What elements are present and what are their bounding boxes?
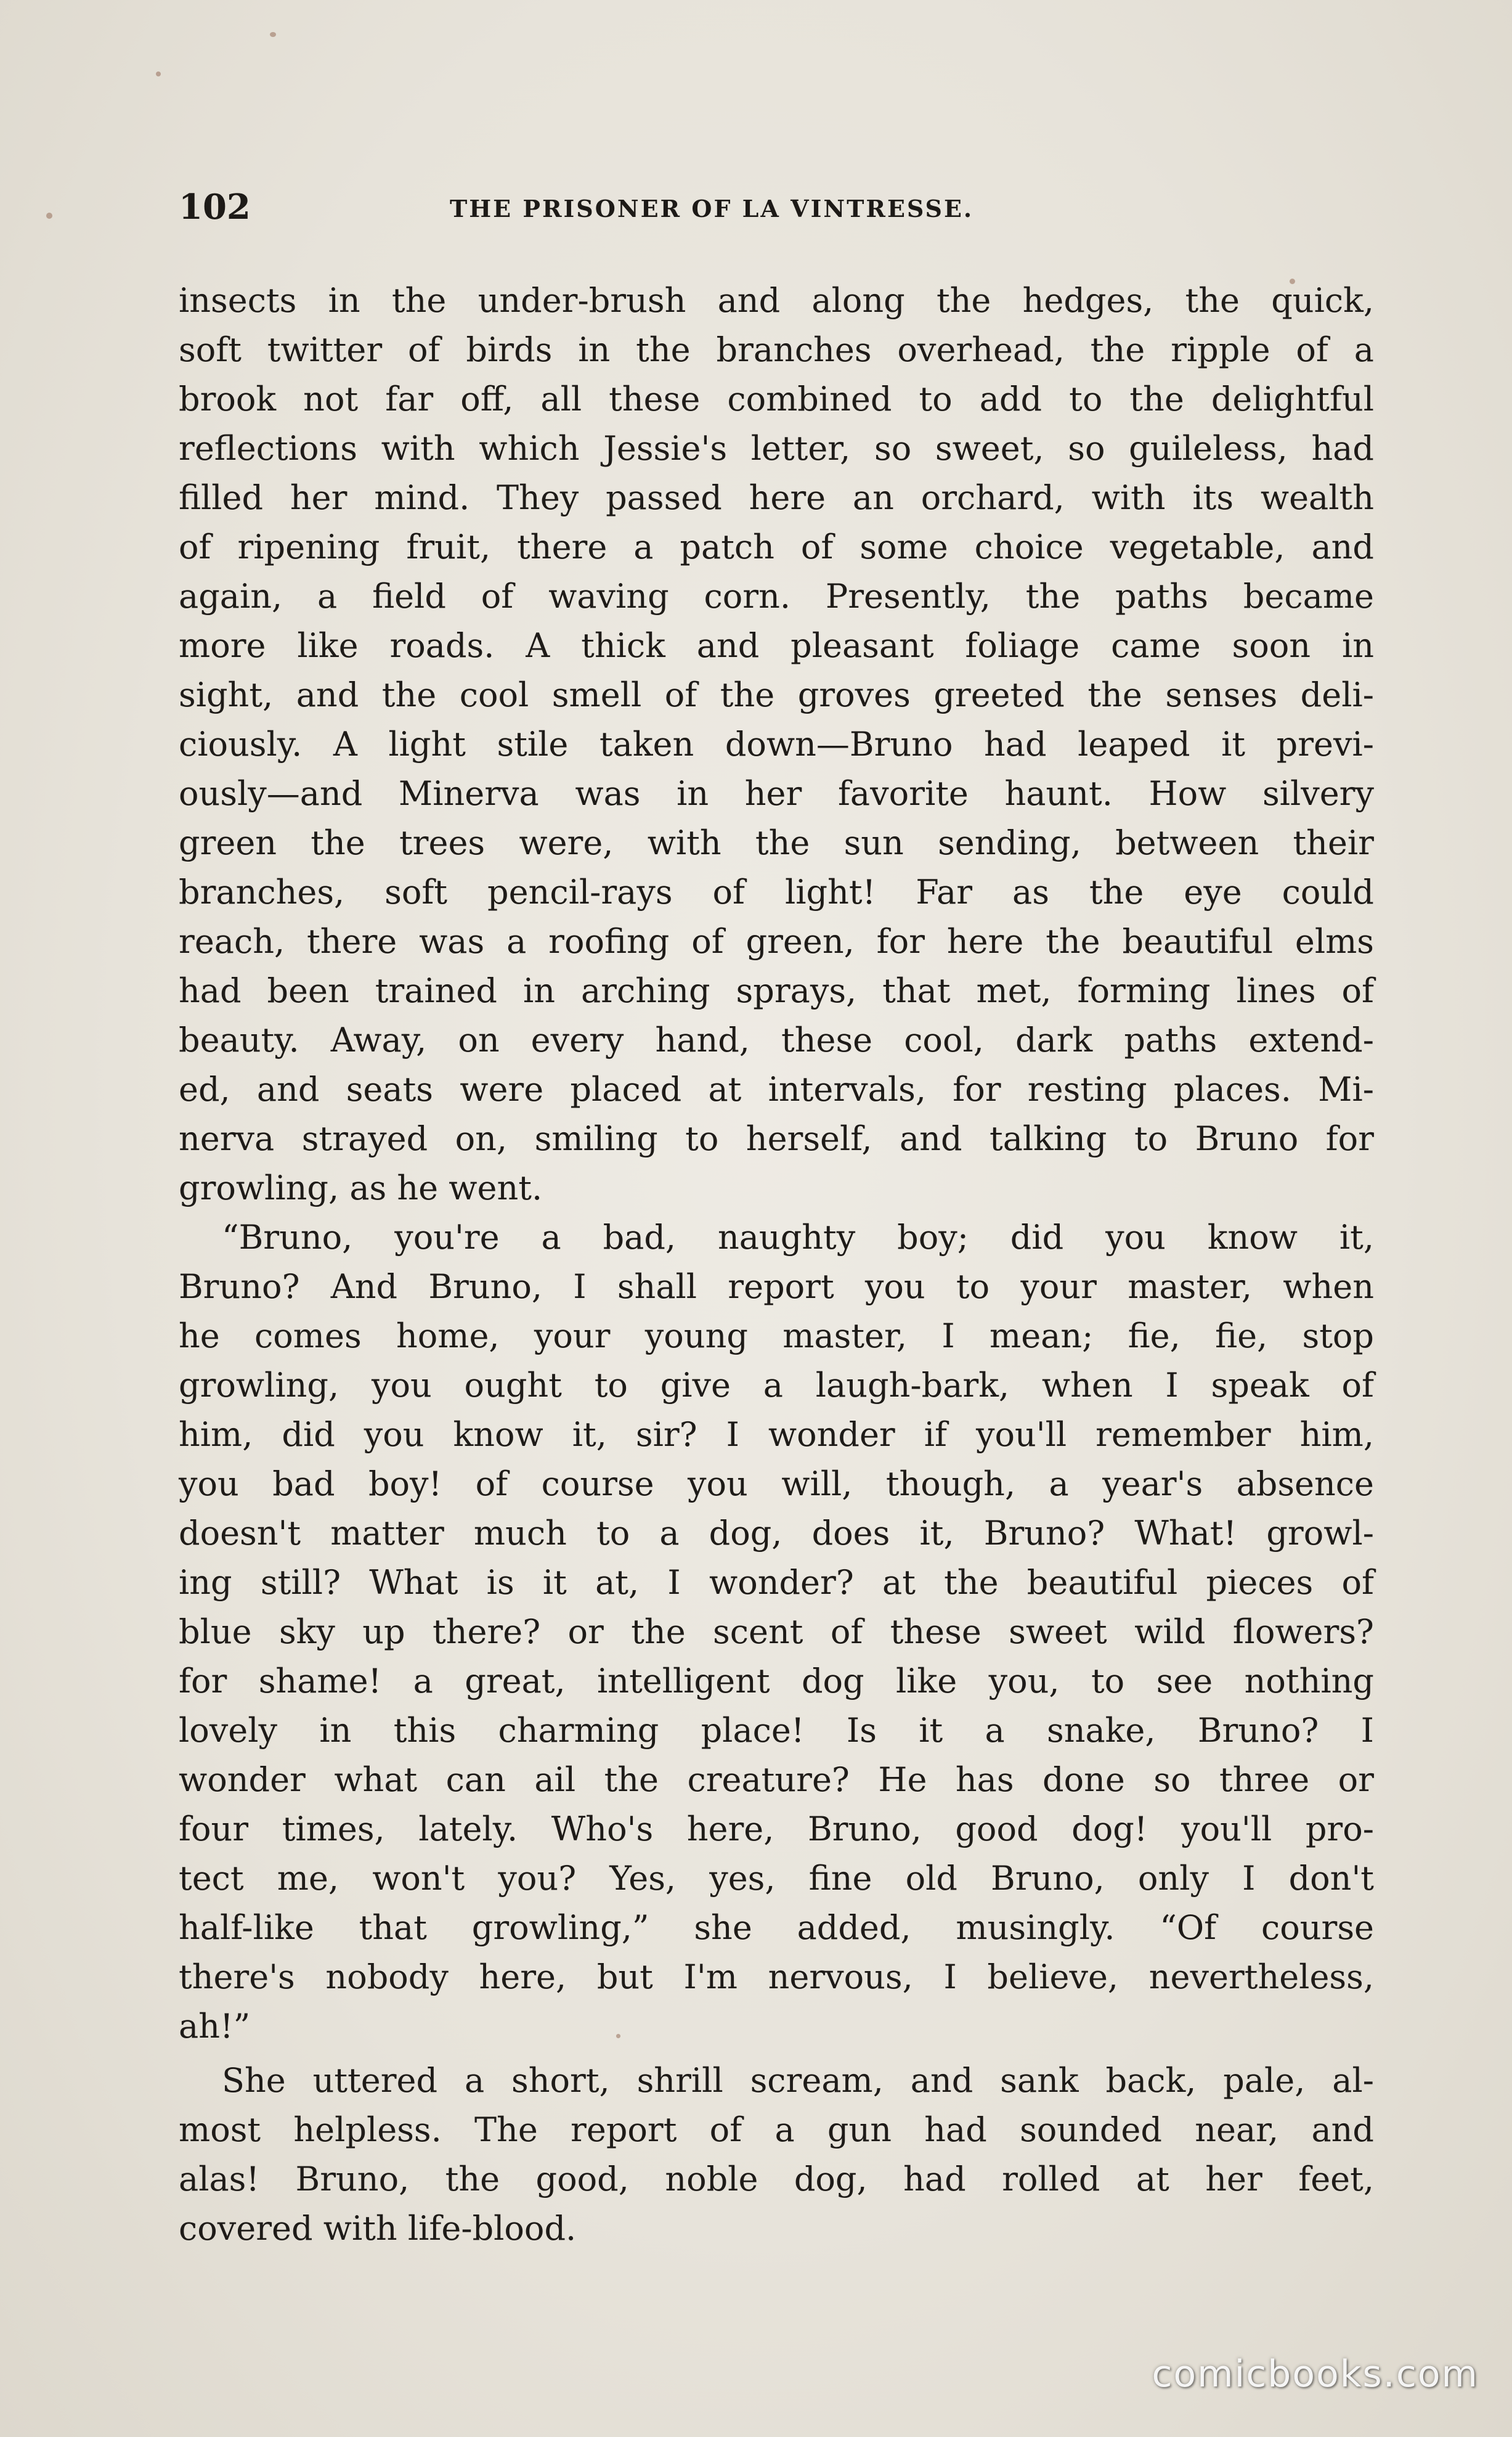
text-line: soft twitter of birds in the branches overhead, the ripple of a	[179, 330, 1374, 369]
text-line: he comes home, your young master, I mean; fie, fie, stop	[179, 1316, 1374, 1355]
text-line: for shame! a great, intelligent dog like you, to see nothing	[179, 1662, 1374, 1700]
text-line: lovely in this charming place! Is it a snake, Bruno? I	[179, 1711, 1374, 1750]
text-line: more like roads. A thick and pleasant foliage came soon in	[179, 626, 1374, 665]
text-line: alas! Bruno, the good, noble dog, had rolled at her feet,	[179, 2160, 1374, 2198]
text-line: blue sky up there? or the scent of these sweet wild flowers?	[179, 1612, 1374, 1651]
text-line: reflections with which Jessie's letter, so sweet, so guileless, had	[179, 429, 1374, 468]
text-line: covered with life-blood.	[179, 2209, 577, 2248]
text-line: ah!”	[179, 2007, 251, 2046]
text-line: “Bruno, you're a bad, naughty boy; did you know it,	[222, 1218, 1374, 1257]
text-line: ciously. A light stile taken down—Bruno had leaped it previ-	[179, 725, 1374, 764]
text-line: most helpless. The report of a gun had sounded near, and	[179, 2110, 1374, 2149]
text-line: ed, and seats were placed at intervals, for resting places. Mi-	[179, 1070, 1374, 1109]
text-line: had been trained in arching sprays, that met, forming lines of	[179, 971, 1374, 1010]
text-line: doesn't matter much to a dog, does it, Bruno? What! growl-	[179, 1514, 1374, 1553]
paragraph-gap	[179, 2051, 1374, 2056]
text-line: insects in the under-brush and along the hedges, the quick,	[179, 281, 1374, 320]
text-line: She uttered a short, shrill scream, and sank back, pale, al-	[222, 2061, 1374, 2100]
text-line: of ripening fruit, there a patch of some choice vegetable, and	[179, 528, 1374, 566]
watermark: comicbooks.com	[1152, 2353, 1479, 2396]
text-line: growling, as he went.	[179, 1169, 543, 1207]
text-line: ing still? What is it at, I wonder? at the beautiful pieces of	[179, 1563, 1374, 1602]
paragraph-continued	[179, 1262, 1374, 2051]
text-line: tect me, won't you? Yes, yes, fine old Bruno, only I don't	[179, 1859, 1374, 1898]
text-line: brook not far off, all these combined to add to the delightful	[179, 380, 1374, 418]
ink-spot	[46, 213, 52, 219]
ink-spot	[270, 32, 276, 37]
page-number: 102	[179, 187, 251, 227]
ink-spot	[156, 71, 161, 76]
text-line: ously—and Minerva was in her favorite haunt. How silvery	[179, 774, 1374, 813]
body-text	[179, 276, 1374, 2253]
text-line: green the trees were, with the sun sending, between their	[179, 823, 1374, 862]
paragraph	[179, 2056, 1374, 2105]
text-line: again, a field of waving corn. Presently, the paths became	[179, 577, 1374, 616]
text-line: Bruno? And Bruno, I shall report you to your master, when	[179, 1267, 1374, 1306]
text-line: half-like that growling,” she added, musingly. “Of course	[179, 1908, 1374, 1947]
text-line: him, did you know it, sir? I wonder if you'll remember him,	[179, 1415, 1374, 1454]
running-title: THE PRISONER OF LA VINTRESSE.	[450, 195, 974, 222]
running-head	[179, 182, 1380, 232]
text-line: filled her mind. They passed here an orchard, with its wealth	[179, 478, 1374, 517]
text-line: four times, lately. Who's here, Bruno, good dog! you'll pro-	[179, 1810, 1374, 1848]
text-line: growling, you ought to give a laugh-bark, when I speak of	[179, 1366, 1374, 1405]
text-line: there's nobody here, but I'm nervous, I believe, nevertheless,	[179, 1957, 1374, 1996]
text-line: you bad boy! of course you will, though, a year's absence	[179, 1464, 1374, 1503]
paragraph-continued	[179, 2105, 1374, 2253]
text-line: nerva strayed on, smiling to herself, and talking to Bruno for	[179, 1119, 1374, 1158]
text-line: branches, soft pencil-rays of light! Far as the eye could	[179, 873, 1374, 912]
text-line: reach, there was a roofing of green, for here the beautiful elms	[179, 922, 1374, 961]
text-line: wonder what can ail the creature? He has done so three or	[179, 1760, 1374, 1799]
paragraph	[179, 1213, 1374, 1262]
paragraph	[179, 276, 1374, 1213]
text-line: beauty. Away, on every hand, these cool, dark paths extend-	[179, 1021, 1374, 1059]
text-line: sight, and the cool smell of the groves greeted the senses deli-	[179, 676, 1374, 714]
